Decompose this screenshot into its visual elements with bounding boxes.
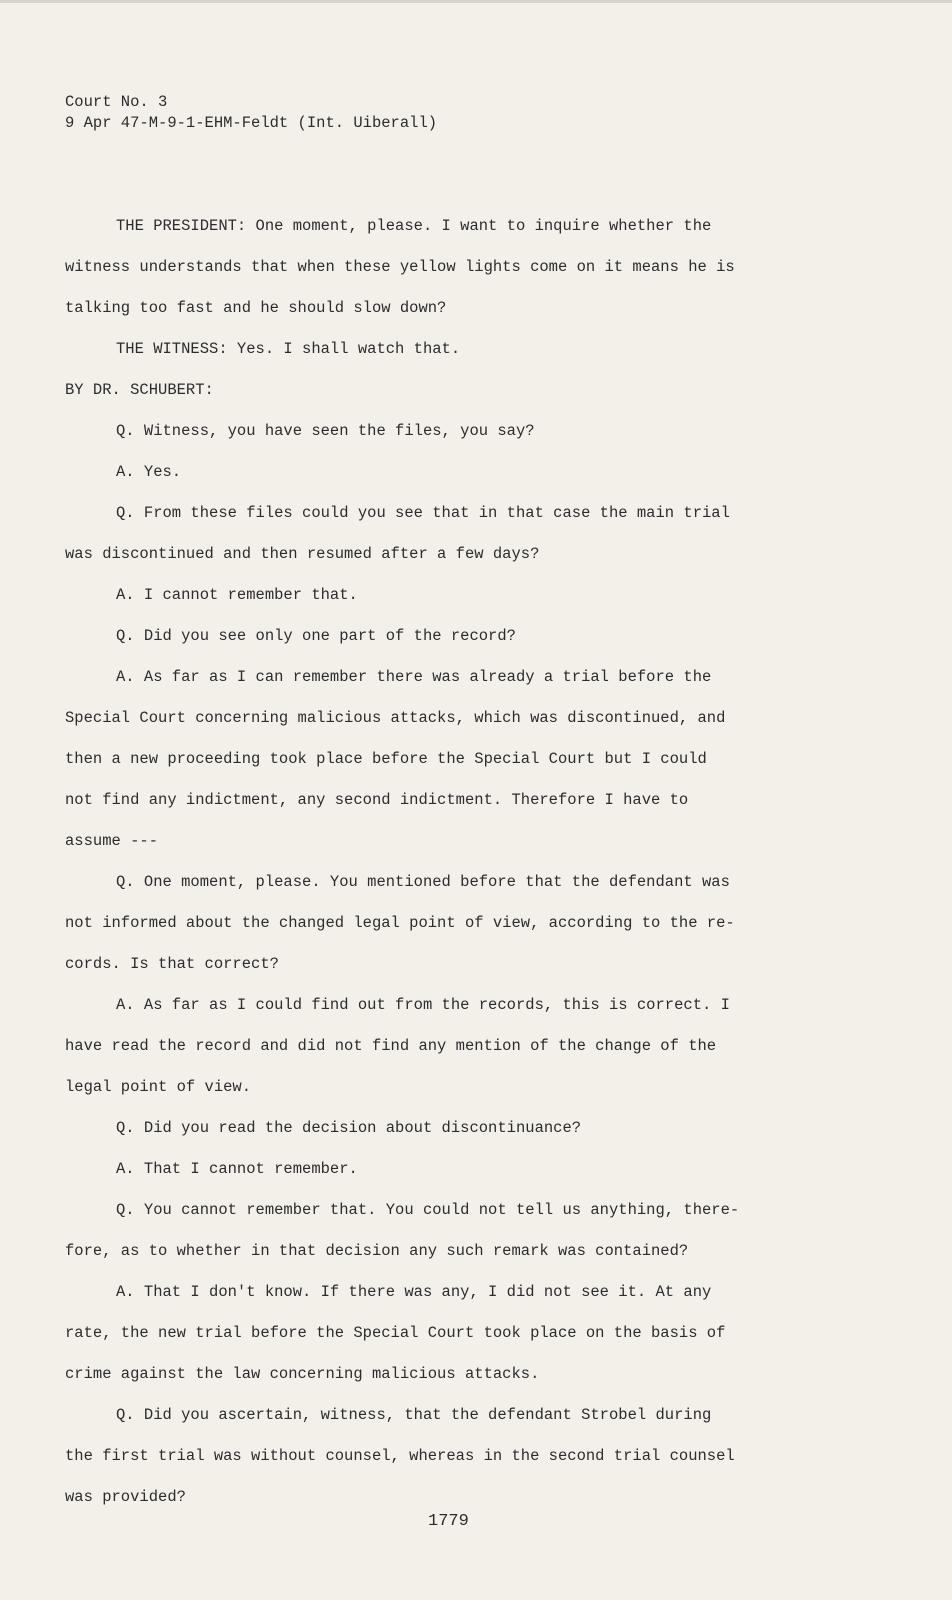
transcript-line: not find any indictment, any second indictment. Therefore I have to <box>65 791 689 809</box>
transcript-line: legal point of view. <box>65 1078 252 1096</box>
court-header: Court No. 3 <box>65 93 168 111</box>
transcript-line: was provided? <box>65 1488 186 1506</box>
transcript-line: fore, as to whether in that decision any such remark was contained? <box>65 1242 689 1260</box>
page-edge <box>0 0 952 3</box>
transcript-line: Special Court concerning malicious attacks, which was discontinued, and <box>65 709 726 727</box>
transcript-line: Q. Did you see only one part of the record? <box>116 627 516 645</box>
transcript-line: A. As far as I could find out from the records, this is correct. I <box>116 996 730 1014</box>
session-header: 9 Apr 47-M-9-1-EHM-Feldt (Int. Uiberall) <box>65 114 438 132</box>
transcript-line: Q. Did you ascertain, witness, that the defendant Strobel during <box>116 1406 712 1424</box>
transcript-line: THE PRESIDENT: One moment, please. I want to inquire whether the <box>116 217 712 235</box>
transcript-line: talking too fast and he should slow down? <box>65 299 447 317</box>
transcript-line: Q. You cannot remember that. You could not tell us anything, there- <box>116 1201 740 1219</box>
transcript-line: BY DR. SCHUBERT: <box>65 381 214 399</box>
transcript-line: Q. Witness, you have seen the files, you say? <box>116 422 535 440</box>
transcript-line: have read the record and did not find any mention of the change of the <box>65 1037 717 1055</box>
transcript-line: A. I cannot remember that. <box>116 586 358 604</box>
transcript-line: A. Yes. <box>116 463 182 481</box>
transcript-line: THE WITNESS: Yes. I shall watch that. <box>116 340 461 358</box>
transcript-line: assume --- <box>65 832 159 850</box>
transcript-line: Q. One moment, please. You mentioned before that the defendant was <box>116 873 730 891</box>
transcript-line: not informed about the changed legal point of view, according to the re- <box>65 914 735 932</box>
transcript-line: A. As far as I can remember there was already a trial before the <box>116 668 712 686</box>
transcript-line: witness understands that when these yellow lights come on it means he is <box>65 258 735 276</box>
transcript-line: crime against the law concerning malicious attacks. <box>65 1365 540 1383</box>
transcript-line: A. That I cannot remember. <box>116 1160 358 1178</box>
transcript-line: was discontinued and then resumed after a few days? <box>65 545 540 563</box>
transcript-line: then a new proceeding took place before the Special Court but I could <box>65 750 707 768</box>
transcript-line: Q. Did you read the decision about discontinuance? <box>116 1119 582 1137</box>
transcript-line: rate, the new trial before the Special Court took place on the basis of <box>65 1324 726 1342</box>
transcript-line: the first trial was without counsel, whereas in the second trial counsel <box>65 1447 735 1465</box>
transcript-line: A. That I don't know. If there was any, I did not see it. At any <box>116 1283 712 1301</box>
transcript-line: cords. Is that correct? <box>65 955 279 973</box>
transcript-line: Q. From these files could you see that in that case the main trial <box>116 504 730 522</box>
page-number: 1779 <box>428 1512 469 1531</box>
